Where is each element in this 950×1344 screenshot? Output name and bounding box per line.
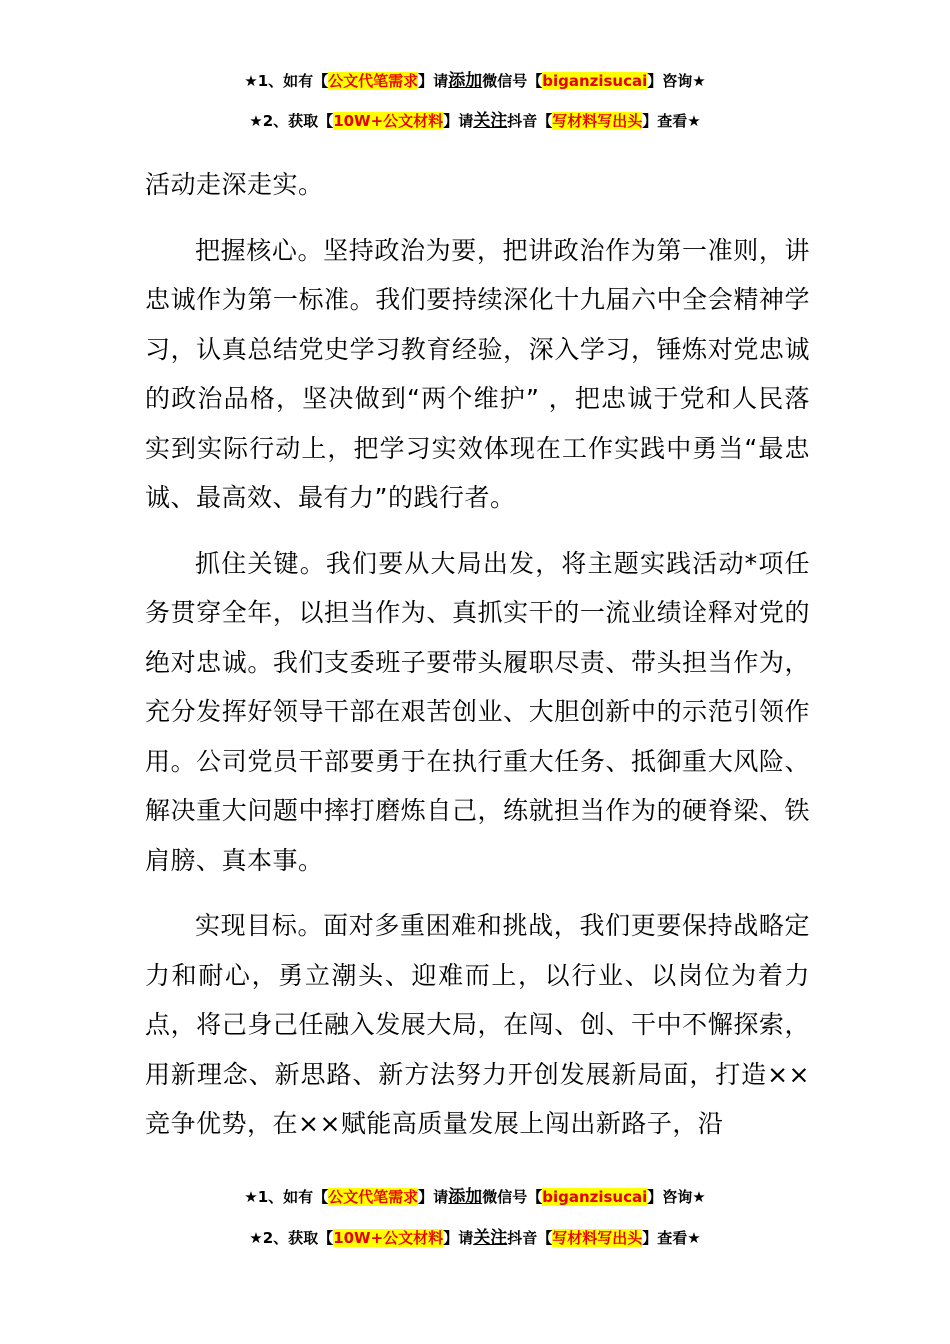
text-line: 抓住关键。我们要从大局出发，将主题实践活动*项任 bbox=[195, 548, 810, 578]
highlight-materials: 10W+公文材料 bbox=[333, 112, 444, 130]
emphasis-follow: 关注 bbox=[473, 111, 508, 131]
text-line: 索，用新理念、新思路、新方法努力开创发展新局面，打 bbox=[145, 1010, 810, 1089]
promo-text: 】咨询★ bbox=[647, 1188, 706, 1206]
text-line: 务贯穿全年，以担当作为、真抓实干的一流业绩诠释对党 bbox=[145, 598, 785, 627]
promo-text: 】查看★ bbox=[642, 1229, 701, 1247]
text-line: 讲忠诚作为第一标准。我们要持续深化十九届六中全会精 bbox=[145, 235, 810, 314]
emphasis-follow: 关注 bbox=[473, 1228, 508, 1248]
paragraph-key bbox=[145, 539, 810, 886]
promo-text: 】咨询★ bbox=[647, 72, 706, 90]
text-line: 为，充分发挥好领导干部在艰苦创业、大胆创新中的示范 bbox=[145, 647, 810, 726]
text-line: 定力和耐心，勇立潮头、迎难而上，以行业、以岗位为着 bbox=[145, 911, 810, 990]
paragraph-continuation bbox=[145, 160, 810, 210]
highlight-douyin-account: 写材料写出头 bbox=[552, 1229, 643, 1247]
promo-text: 】请 bbox=[418, 72, 449, 90]
text-line: 和人民落实到实际行动上，把学习实效体现在工作实践中 bbox=[145, 384, 810, 463]
text-line: 勇当“最忠诚、最高效、最有力”的践行者。 bbox=[145, 433, 810, 512]
highlight-wechat-id: biganzisucai bbox=[542, 72, 648, 90]
footer-promo-line-1 bbox=[0, 1187, 950, 1207]
highlight-wechat-id: biganzisucai bbox=[542, 1188, 648, 1206]
promo-text: ★1、如有【 bbox=[244, 72, 329, 90]
text-line: 把握核心。坚持政治为要，把讲政治作为第一准则， bbox=[195, 235, 785, 265]
text-line: 大风险、解决重大问题中摔打磨炼自己，练就担当作为的 bbox=[145, 746, 810, 825]
text-line: 硬脊梁、铁肩膀、真本事。 bbox=[145, 796, 810, 875]
header-promo-line-2 bbox=[0, 111, 950, 131]
highlight-service: 公文代笔需求 bbox=[328, 1188, 419, 1206]
text-line: 引领作用。公司党员干部要勇于在执行重大任务、抵御重 bbox=[145, 697, 810, 776]
text-line: 党忠诚的政治品格，坚决做到“两个维护” ，把忠诚于党 bbox=[145, 334, 810, 413]
promo-text: 】请 bbox=[443, 112, 474, 130]
promo-text: 】请 bbox=[443, 1229, 474, 1247]
promo-text: 】查看★ bbox=[642, 112, 701, 130]
promo-text: 抖音【 bbox=[507, 1229, 553, 1247]
promo-text: 抖音【 bbox=[507, 112, 553, 130]
text-line: 造××竞争优势，在××赋能高质量发展上闯出新路子，沿 bbox=[145, 1059, 810, 1138]
highlight-service: 公文代笔需求 bbox=[328, 72, 419, 90]
text-line: 的绝对忠诚。我们支委班子要带头履职尽责、带头担当作 bbox=[145, 598, 810, 677]
promo-text: ★2、获取【 bbox=[249, 112, 334, 130]
promo-text: 微信号【 bbox=[482, 1188, 543, 1206]
highlight-materials: 10W+公文材料 bbox=[333, 1229, 444, 1247]
highlight-douyin-account: 写材料写出头 bbox=[552, 112, 643, 130]
document-body bbox=[145, 160, 810, 1149]
promo-text: ★2、获取【 bbox=[249, 1229, 334, 1247]
text-line: 活动走深走实。 bbox=[145, 170, 324, 199]
header-promo-line-1 bbox=[0, 71, 950, 91]
emphasis-add: 添加 bbox=[448, 1187, 483, 1207]
text-line: 力点，将己身己任融入发展大局，在闯、创、干中不懈探 bbox=[145, 960, 810, 1039]
footer-promo-line-2 bbox=[0, 1228, 950, 1248]
text-line: 神学习，认真总结党史学习教育经验，深入学习，锤炼对 bbox=[145, 285, 810, 364]
text-line: 实现目标。面对多重困难和挑战，我们更要保持战略 bbox=[195, 911, 785, 940]
emphasis-add: 添加 bbox=[448, 71, 483, 91]
promo-text: ★1、如有【 bbox=[244, 1188, 329, 1206]
promo-text: 微信号【 bbox=[482, 72, 543, 90]
paragraph-goal bbox=[145, 901, 810, 1149]
paragraph-core bbox=[145, 226, 810, 523]
promo-text: 】请 bbox=[418, 1188, 449, 1206]
